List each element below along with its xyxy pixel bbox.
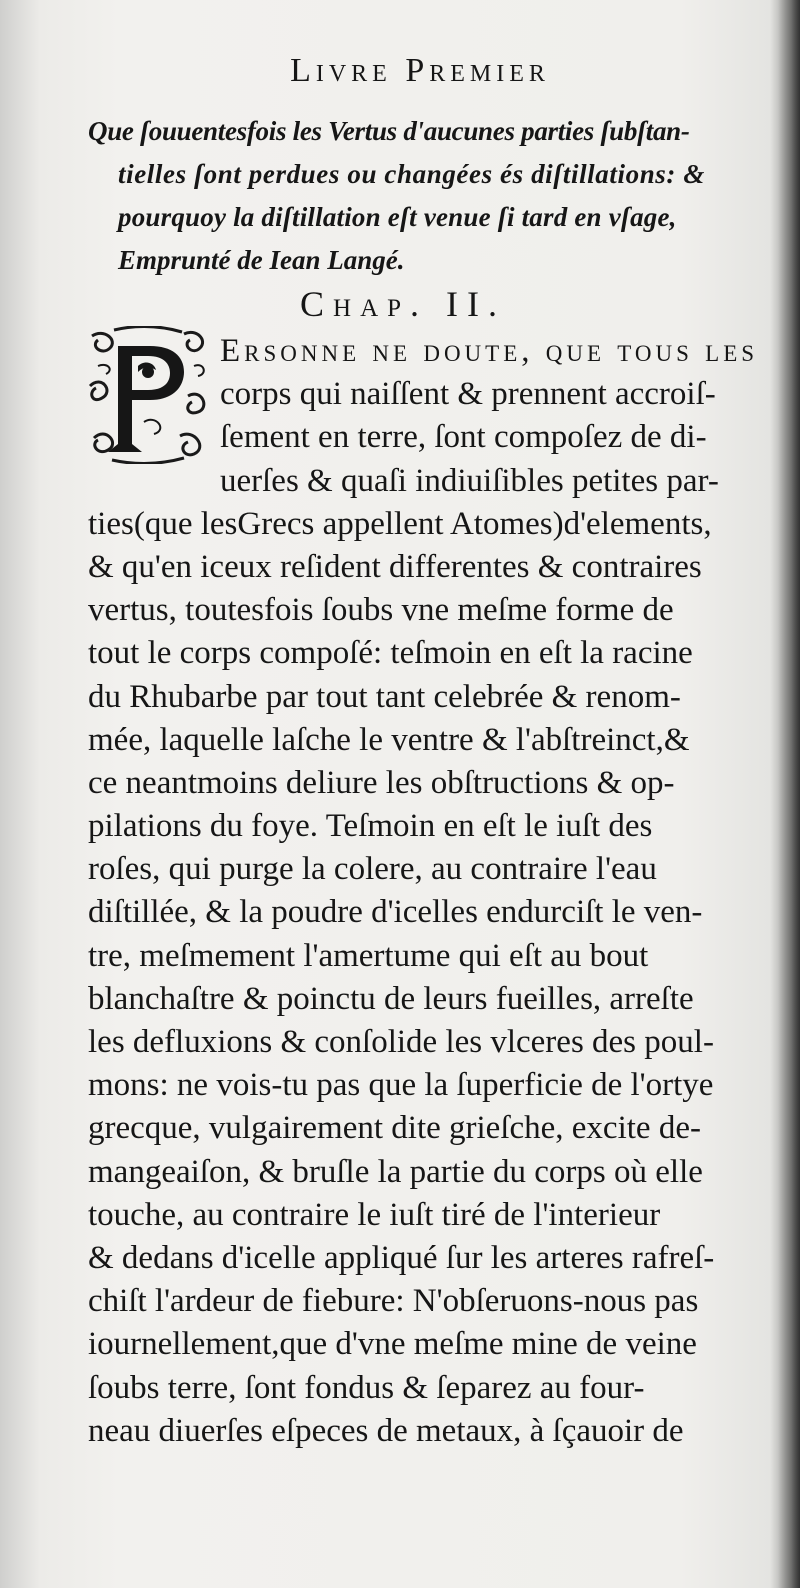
text-line: pilations du foye. Teſmoin en eſt le iuſt des <box>88 808 653 845</box>
text-line: chiſt l'ardeur de fiebure: N'obſeruons-nous pas <box>88 1283 699 1320</box>
text-line: du Rhubarbe par tout tant celebrée & renom- <box>88 678 681 715</box>
text-line: roſes, qui purge la colere, au contraire l'eau <box>88 851 657 888</box>
text-line: ce neantmoins deliure les obſtructions & op- <box>88 764 675 801</box>
text-line: & dedans d'icelle appliqué ſur les arteres rafreſ- <box>88 1239 715 1276</box>
page-edge-shadow <box>778 0 800 1588</box>
text-line: tout le corps compoſé: teſmoin en eſt la racine <box>88 635 693 672</box>
text-line: les defluxions & conſolide les vlceres des poul- <box>88 1024 714 1060</box>
text-line: touche, au contraire le iuſt tiré de l'interieur <box>88 1196 661 1233</box>
chapter-title-line: tielles ſont perdues ou changées és diſtillations: & <box>118 159 705 189</box>
chapter-number: Chap. II. <box>300 284 507 324</box>
text-line: mangeaiſon, & bruſle la partie du corps où elle <box>88 1153 703 1190</box>
text-line: corps qui naiſſent & prennent accroiſ- <box>220 376 716 413</box>
chapter-title <box>88 110 768 282</box>
text-line: mons: ne vois-tu pas que la ſuperficie de l'ortye <box>88 1067 714 1104</box>
text-line: vertus, toutesfois ſoubs vne meſme forme de <box>88 592 674 629</box>
text-line: neau diuerſes eſpeces de metaux, à ſçauoir de <box>88 1412 684 1449</box>
chapter-title-line: pourquoy la diſtillation eſt venue ſi tard en vſage, <box>118 202 677 232</box>
text-line: ſement en terre, ſont compoſez de di- <box>220 419 707 456</box>
text-line: Ersonne ne doute, que tous les <box>220 333 759 369</box>
chapter-title-line: Que ſouuentesfois les Vertus d'aucunes parties ſubſtan- <box>88 116 690 146</box>
chapter-title-line: Emprunté de Iean Langé. <box>118 245 405 275</box>
text-line: grecque, vulgairement dite grieſche, excite de- <box>88 1110 701 1147</box>
text-line: diſtillée, & la poudre d'icelles endurciſt le ven- <box>88 894 703 931</box>
text-line: iournellement,que d'vne meſme mine de veine <box>88 1326 697 1363</box>
body-text <box>88 330 770 1453</box>
text-line: uerſes & quaſi indiuiſibles petites par- <box>220 462 719 499</box>
text-line: mée, laquelle laſche le ventre & l'abſtreinct,& <box>88 721 690 758</box>
text-line: tre, meſmement l'amertume qui eſt au bout <box>88 937 649 974</box>
text-line: blanchaſtre & poinctu de leurs fueilles, arreſte <box>88 980 694 1017</box>
running-header: Livre Premier <box>290 52 550 89</box>
text-line: & qu'en iceux reſident differentes & contraires <box>88 548 702 585</box>
text-line: ties(que lesGrecs appellent Atomes)d'elements, <box>88 505 712 542</box>
text-line: ſoubs terre, ſont fondus & ſeparez au four- <box>88 1369 645 1406</box>
